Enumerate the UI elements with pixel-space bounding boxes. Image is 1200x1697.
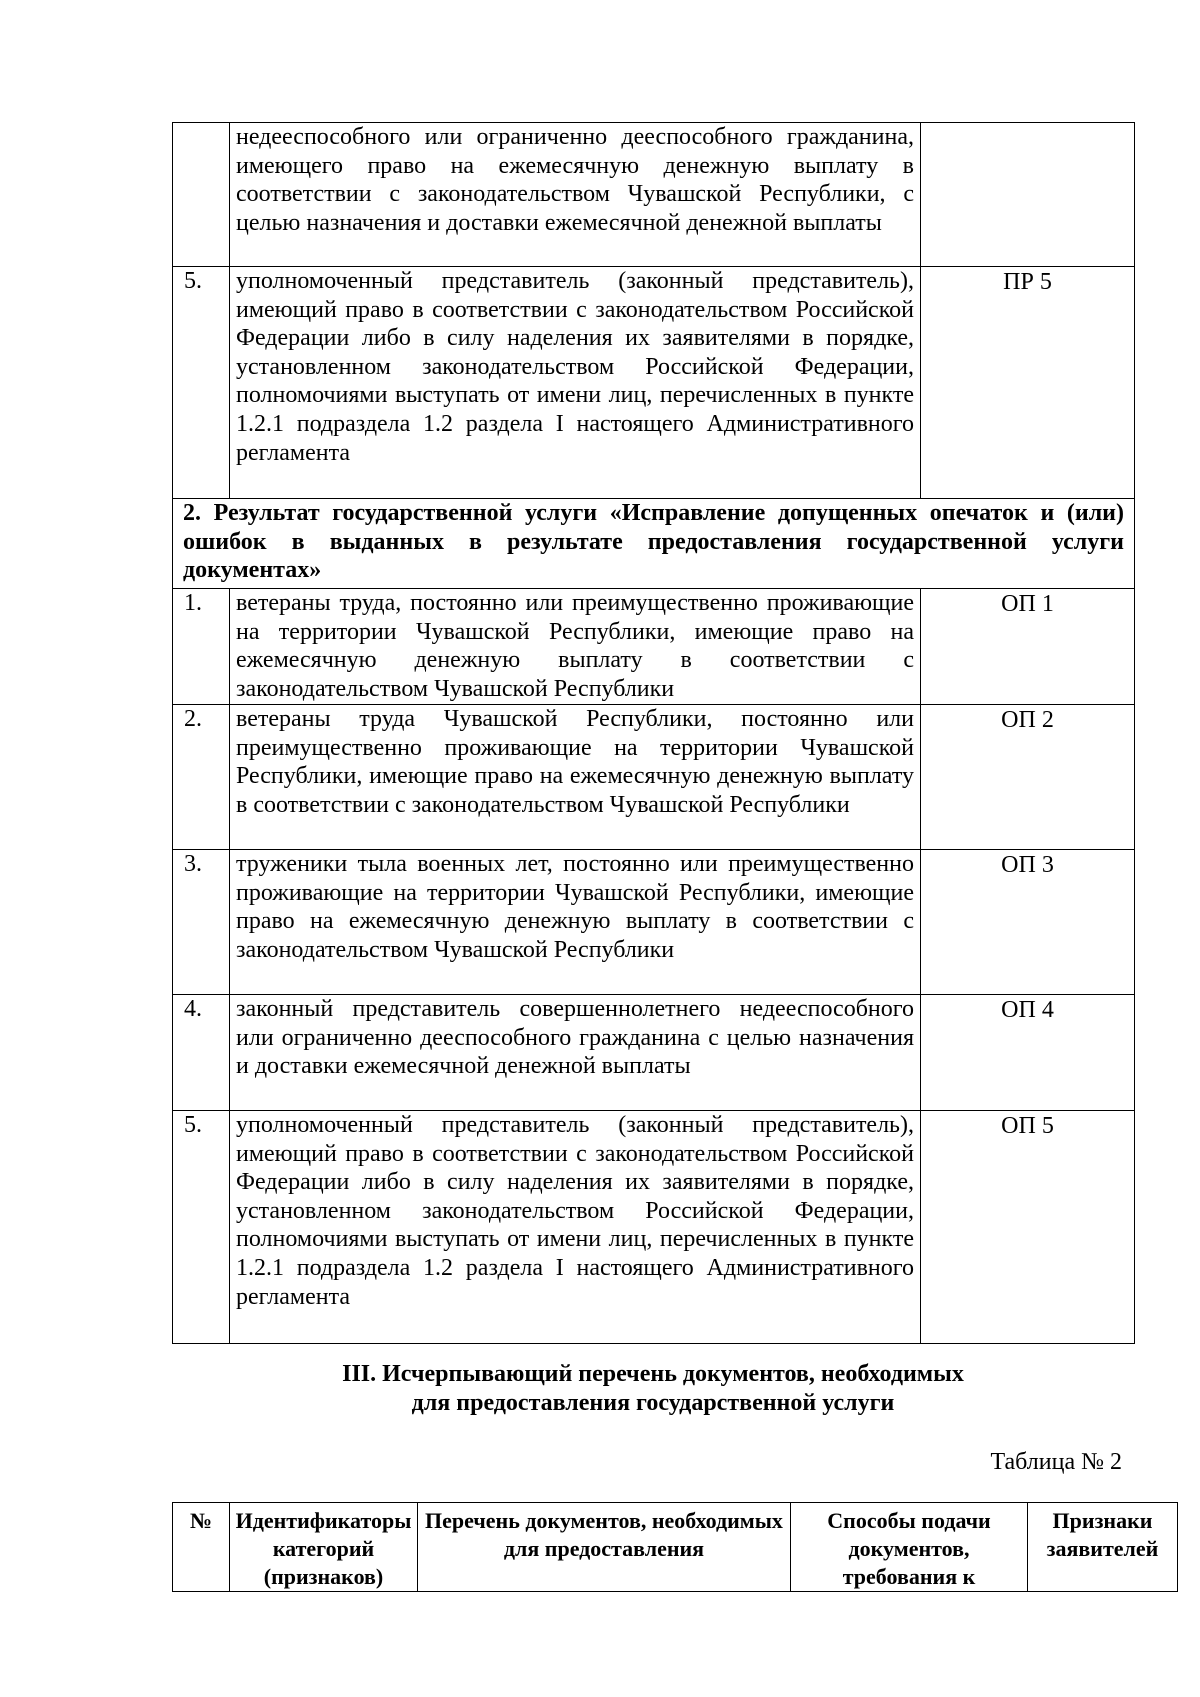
section-row — [173, 499, 1135, 589]
category-description: уполномоченный представитель (законный представитель), имеющий право в соответствии с законодательством Российской Федерации либо в силу наделения их заявителями в порядке, установленном законодательством Российской Федерации, полномочиями выступать от имени лиц, перечисленных в пункте 1.2.1 подраздела 1.2 раздела I настоящего Административного регламента — [230, 1111, 921, 1344]
row-number — [173, 123, 230, 267]
table-row — [173, 1111, 1135, 1344]
column-header-documents-list: Перечень документов, необходимых для предоставления — [418, 1503, 791, 1592]
documents-table — [172, 1502, 1178, 1592]
table-header-row — [173, 1503, 1178, 1592]
category-code: ОП 2 — [921, 705, 1135, 850]
applicant-categories-table — [172, 122, 1135, 1344]
row-number: 5. — [173, 1111, 230, 1344]
row-number: 1. — [173, 589, 230, 705]
category-code: ПР 5 — [921, 267, 1135, 499]
category-description: ветераны труда, постоянно или преимущественно проживающие на территории Чувашской Республики, имеющие право на ежемесячную денежную выплату в соответствии с законодательством Чувашской Республики — [230, 589, 921, 705]
section-title: 2. Результат государственной услуги «Исправление допущенных опечаток и (или) ошибок в выданных в результате предоставления государственной услуги документах» — [173, 499, 1135, 589]
category-description: уполномоченный представитель (законный представитель), имеющий право в соответствии с законодательством Российской Федерации либо в силу наделения их заявителями в порядке, установленном законодательством Российской Федерации, полномочиями выступать от имени лиц, перечисленных в пункте 1.2.1 подраздела 1.2 раздела I настоящего Административного регламента — [230, 267, 921, 499]
category-code — [921, 123, 1135, 267]
section-heading-line: III. Исчерпывающий перечень документов, необходимых — [342, 1361, 964, 1387]
table-row — [173, 589, 1135, 705]
table-caption: Таблица № 2 — [990, 1449, 1122, 1475]
row-number: 5. — [173, 267, 230, 499]
category-code: ОП 5 — [921, 1111, 1135, 1344]
column-header-category-identifiers: Идентификаторы категорий (признаков) — [230, 1503, 418, 1592]
table-row — [173, 995, 1135, 1111]
table-row — [173, 267, 1135, 499]
section-heading-line: для предоставления государственной услуги — [411, 1390, 895, 1416]
column-header-applicant-features: Признаки заявителей — [1028, 1503, 1178, 1592]
table-row — [173, 705, 1135, 850]
table-row — [173, 850, 1135, 995]
category-description: законный представитель совершеннолетнего недееспособного или ограниченно дееспособного гражданина с целью назначения и доставки ежемесячной денежной выплаты — [230, 995, 921, 1111]
category-description: недееспособного или ограниченно дееспособного гражданина, имеющего право на ежемесячную денежную выплату в соответствии с законодательством Чувашской Республики, с целью назначения и доставки ежемесячной денежной выплаты — [230, 123, 921, 267]
row-number: 4. — [173, 995, 230, 1111]
column-header-submission-methods: Способы подачи документов, требования к — [791, 1503, 1028, 1592]
category-description: ветераны труда Чувашской Республики, постоянно или преимущественно проживающие на территории Чувашской Республики, имеющие право на ежемесячную денежную выплату в соответствии с законодательством Чувашской Республики — [230, 705, 921, 850]
section-heading — [172, 1360, 1134, 1418]
category-code: ОП 4 — [921, 995, 1135, 1111]
row-number: 3. — [173, 850, 230, 995]
table-row — [173, 123, 1135, 267]
row-number: 2. — [173, 705, 230, 850]
category-code: ОП 3 — [921, 850, 1135, 995]
column-header-number: № — [173, 1503, 230, 1592]
category-code: ОП 1 — [921, 589, 1135, 705]
category-description: труженики тыла военных лет, постоянно или преимущественно проживающие на территории Чувашской Республики, имеющие право на ежемесячную денежную выплату в соответствии с законодательством Чувашской Республики — [230, 850, 921, 995]
